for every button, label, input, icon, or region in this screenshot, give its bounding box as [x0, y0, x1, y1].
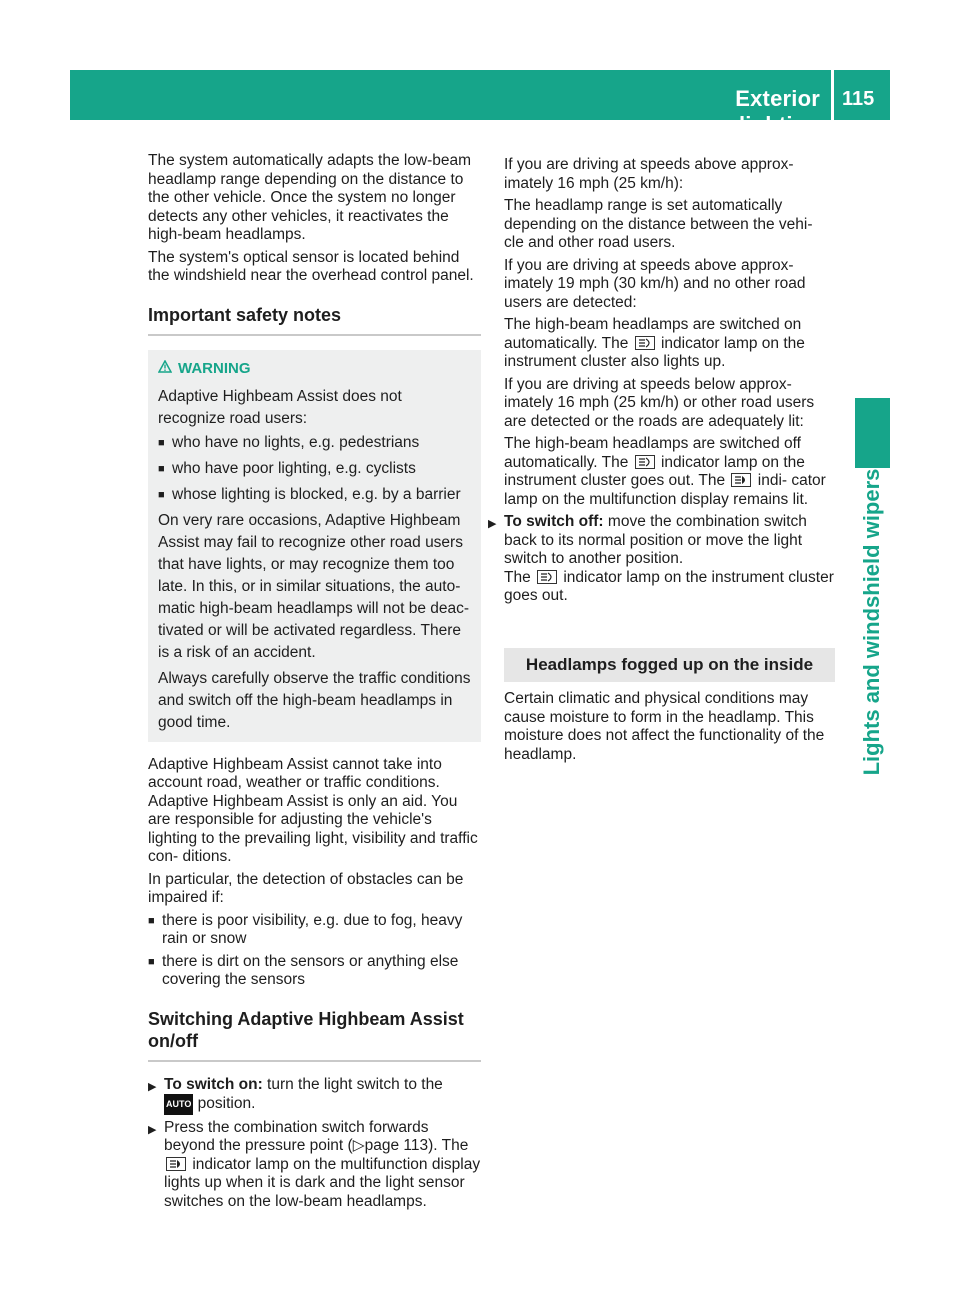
paragraph — [504, 435, 835, 509]
step-text: indicator lamp on the instrument cluster goes out. — [504, 568, 834, 604]
bullet-icon: ■ — [148, 955, 155, 968]
bullet-icon: ■ — [148, 914, 155, 927]
step-text: The — [504, 568, 531, 586]
list-item — [158, 432, 473, 454]
paragraph: The system's optical sensor is located behind the windshield near the overhead control panel. — [148, 248, 474, 284]
warning-title: WARNING — [178, 359, 251, 377]
paragraph: Certain climatic and physical conditions may cause moisture to form in the headlamp. This moisture does not affect the functionality of the headlamp. — [504, 690, 825, 763]
section-title: Exterior lighting — [735, 86, 820, 137]
warning-paragraph: Always carefully observe the traffic conditions and switch off the high-beam headlamps in good time. — [158, 669, 471, 731]
paragraph: Adaptive Highbeam Assist cannot take into account road, weather or traffic conditions. Adaptive Highbeam Assist is only an aid. You are responsible for adjusting the vehicle's lighting to the prevailing light, visibility and traffic con- ditions. — [148, 755, 478, 865]
paragraph: If you are driving at speeds above approx- imately 16 mph (25 km/h): — [504, 156, 794, 192]
text-run: The high-beam headlamps are switched on automatically. The — [504, 316, 802, 352]
paragraph: The system automatically adapts the low-beam headlamp range depending on the distance to the other vehicle. Once the system no longer detects any other vehicles, it reactivates the high-beam headlamps. — [148, 152, 472, 243]
warning-paragraph: On very rare occasions, Adaptive Highbeam Assist may fail to recognize other road users that have lights, or may recognize them too late. In this, or in similar situations, the auto- matic high-beam headlamps will not be deac- tivated or will be activated regardless. There is a risk of an accident. — [158, 511, 470, 661]
step-label: To switch off: — [504, 513, 604, 530]
list-item-text: there is poor visibility, e.g. due to fog, heavy rain or snow — [162, 911, 463, 947]
bullet-icon: ■ — [158, 436, 165, 449]
paragraph: If you are driving at speeds above approx- imately 19 mph (30 km/h) and no other road users are detected: — [504, 256, 806, 311]
action-arrow-icon: ▶ — [148, 1123, 157, 1136]
warning-box — [148, 350, 481, 742]
step-label: To switch on: — [164, 1075, 263, 1093]
list-item-text: who have no lights, e.g. pedestrians — [172, 433, 420, 451]
paragraph: The headlamp range is set automatically depending on the distance between the vehi- cle and other road users. — [504, 197, 813, 251]
warning-heading — [158, 358, 473, 380]
action-step — [148, 1076, 481, 1115]
high-beam-icon — [635, 336, 655, 350]
page-ref-arrow-icon: ▷ — [352, 1137, 365, 1154]
list-item-text: there is dirt on the sensors or anything else covering the sensors — [162, 952, 459, 988]
highbeam-assist-icon — [166, 1157, 186, 1171]
chapter-tab-marker — [855, 398, 890, 468]
paragraph: In particular, the detection of obstacles can be impaired if: — [148, 870, 464, 906]
action-arrow-icon: ▶ — [148, 1080, 157, 1093]
bullet-icon: ■ — [158, 488, 165, 501]
warning-triangle-icon — [158, 358, 178, 380]
step-text: turn the light switch to the — [267, 1075, 443, 1093]
text-run: The high-beam headlamps are switched off automatically. The — [504, 435, 801, 471]
highbeam-assist-icon — [731, 473, 751, 487]
step-text: move the combination switch back to its normal position or move the light switch to another position. — [504, 513, 807, 567]
auto-icon: AUTO — [164, 1094, 193, 1115]
high-beam-icon — [635, 455, 655, 469]
heading-rule — [148, 1060, 481, 1062]
bullet-icon: ■ — [158, 462, 165, 475]
warning-intro: Adaptive Highbeam Assist does not recognize road users: — [158, 387, 402, 427]
step-text: Press the combination switch forwards beyond the pressure point ( — [164, 1118, 429, 1154]
text-run: indicator lamp on the instrument cluster goes out. The — [504, 453, 805, 489]
heading-safety-notes: Important safety notes — [148, 304, 342, 325]
list-item — [158, 484, 473, 506]
list-item — [158, 458, 473, 480]
text-run: indi- cator lamp on the multifunction display remains lit. — [504, 472, 826, 508]
action-step — [148, 1119, 481, 1212]
step-text: position. — [197, 1095, 256, 1112]
right-column — [488, 156, 835, 768]
list-item — [148, 953, 481, 990]
page-number: 115 — [842, 88, 875, 110]
paragraph — [504, 316, 835, 372]
header-divider — [831, 70, 834, 120]
action-step — [488, 513, 835, 606]
step-text: indicator lamp on the multifunction display lights up when it is dark and the light sensor switches on the low-beam headlamps. — [164, 1155, 481, 1210]
text-run: indicator lamp on the instrument cluster also lights up. — [504, 334, 805, 370]
action-arrow-icon: ▶ — [488, 518, 497, 530]
list-item-text: who have poor lighting, e.g. cyclists — [172, 459, 416, 477]
section-heading-fog: Headlamps fogged up on the inside — [504, 648, 835, 683]
high-beam-icon — [537, 570, 557, 584]
heading-switching: Switching Adaptive Highbeam Assist on/off — [148, 1008, 464, 1051]
heading-rule — [148, 334, 481, 336]
chapter-tab-label: Lights and windshield wipers — [859, 468, 884, 776]
step-text: The — [441, 1137, 469, 1154]
left-column — [148, 152, 481, 1215]
list-item-text: whose lighting is blocked, e.g. by a barrier — [172, 485, 461, 503]
paragraph: If you are driving at speeds below approx- imately 16 mph (25 km/h) or other road users are detected or the roads are adequately lit: — [504, 375, 815, 430]
list-item — [148, 912, 481, 949]
page-reference[interactable]: page 113). — [364, 1137, 438, 1154]
